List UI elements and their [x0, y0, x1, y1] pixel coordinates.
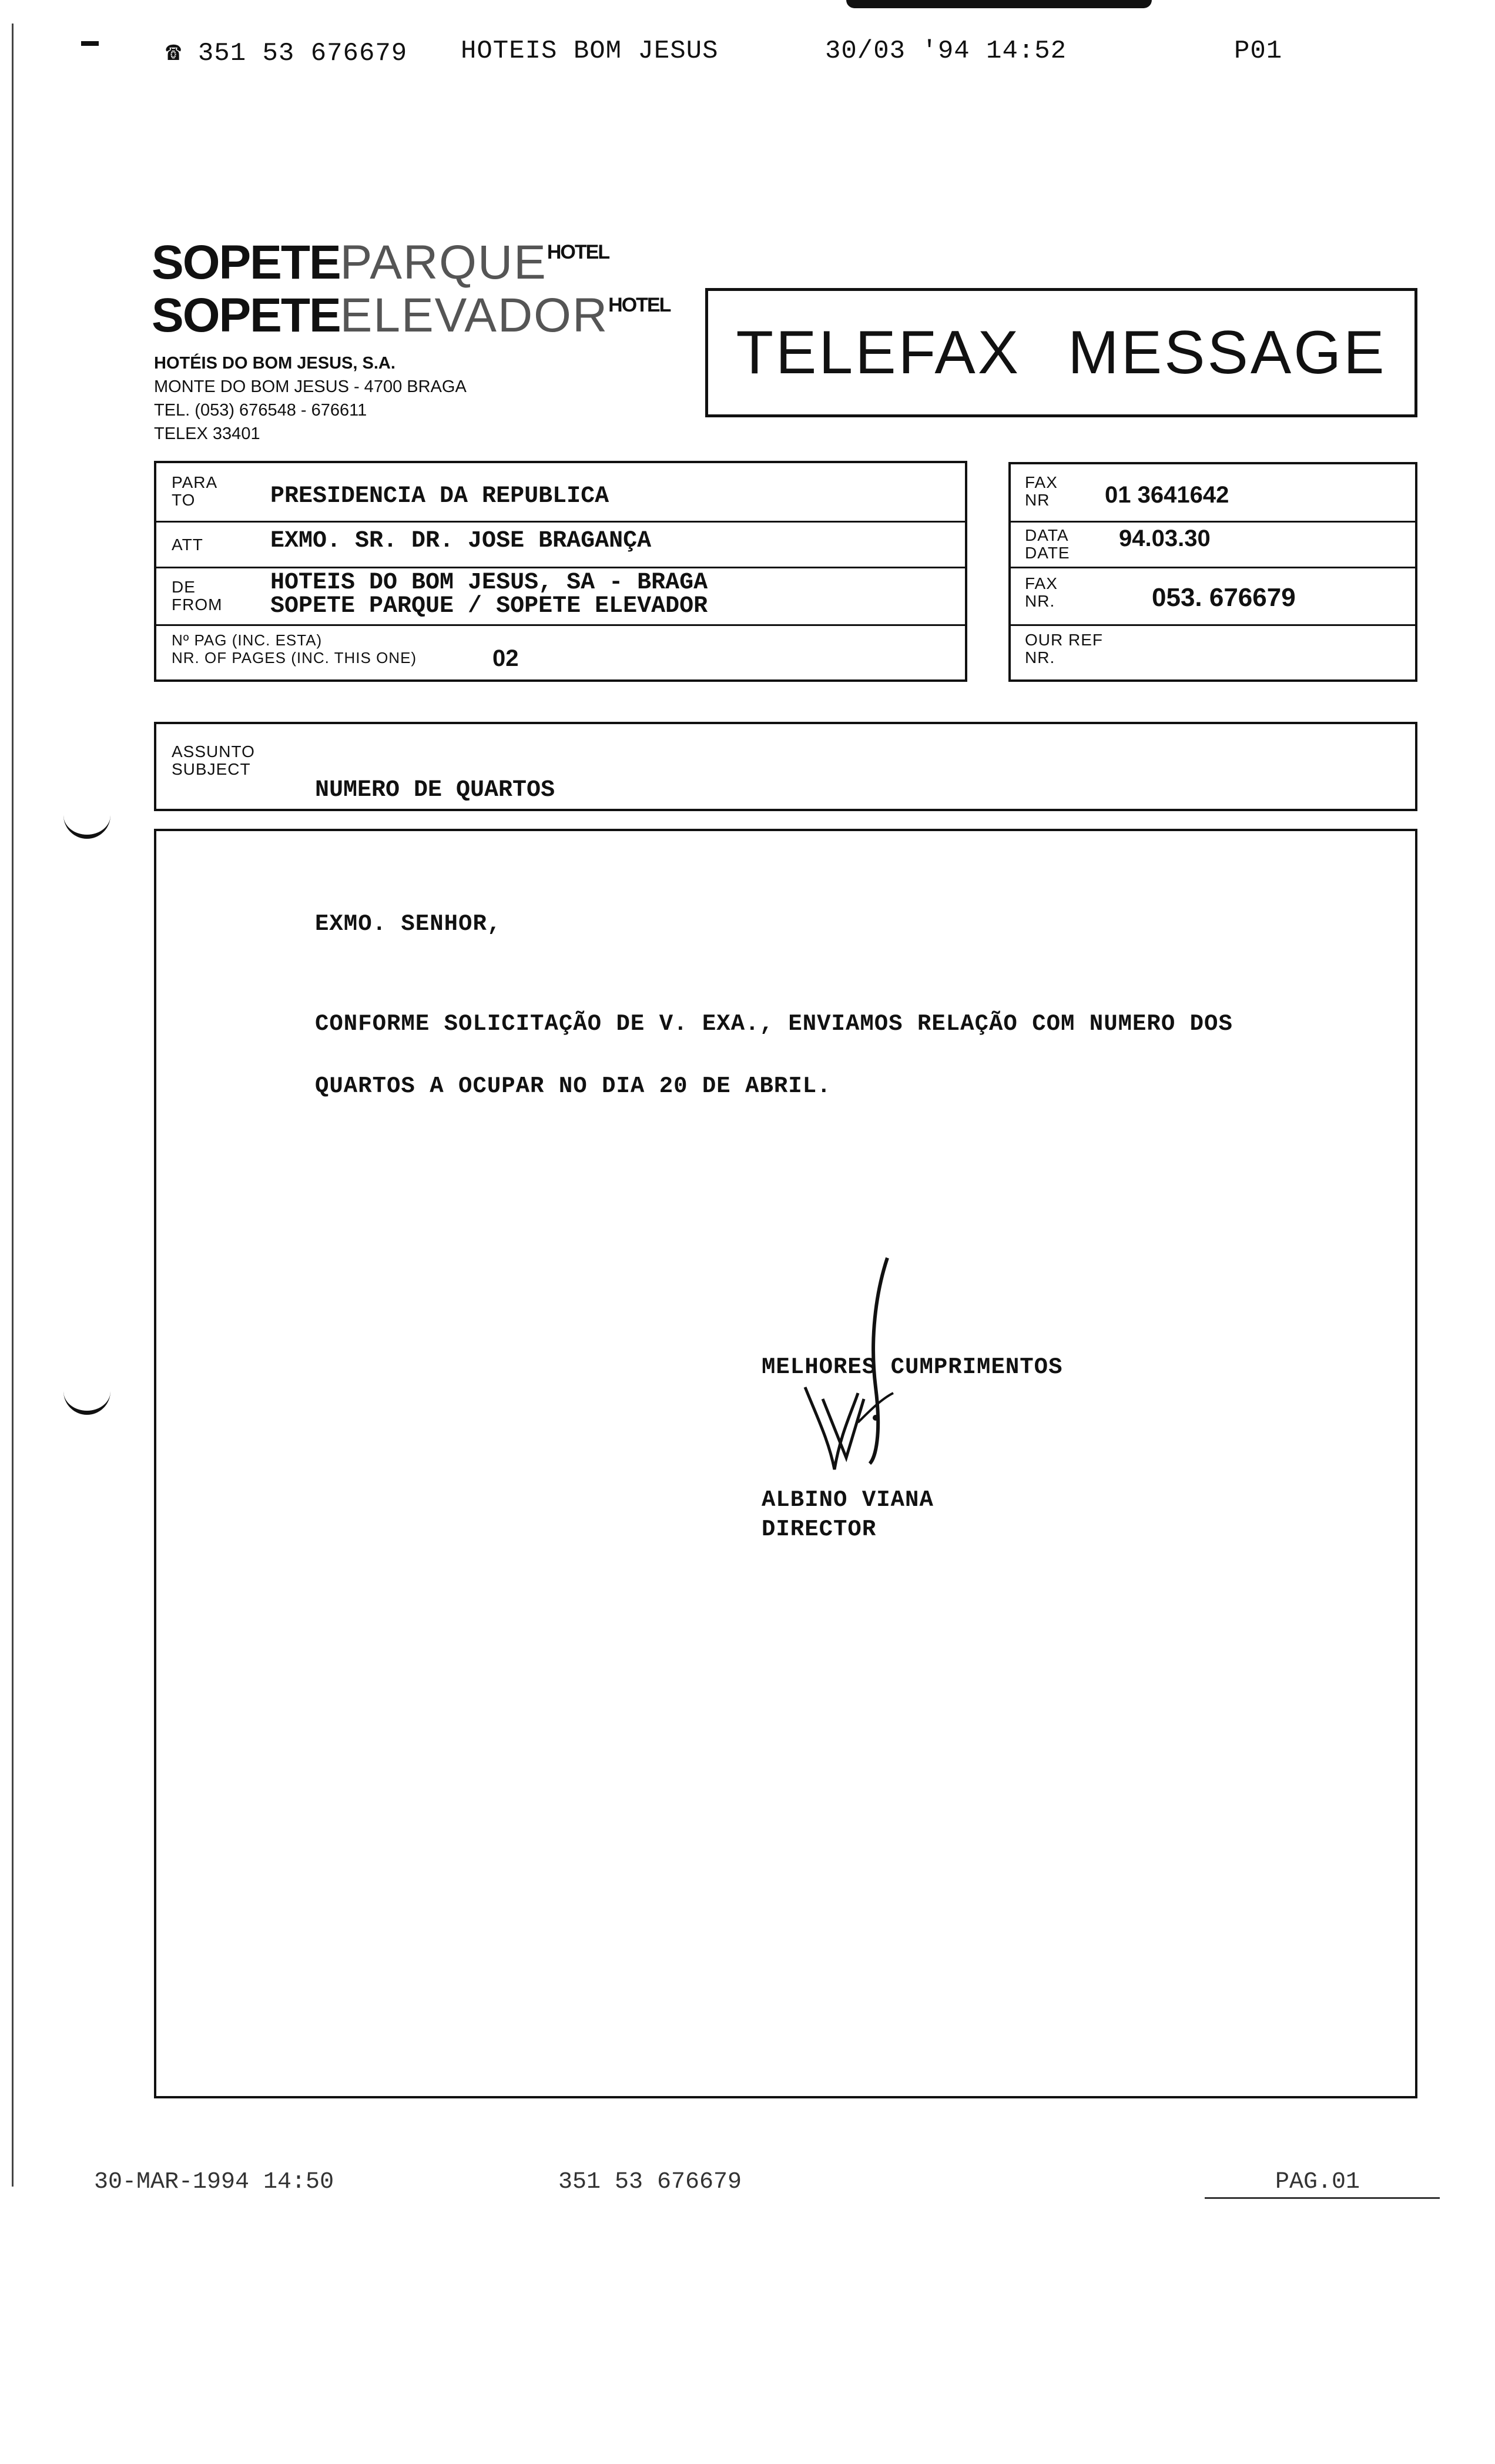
to-value: PRESIDENCIA DA REPUBLICA	[270, 483, 609, 510]
pages-value: 02	[492, 645, 519, 671]
phone-icon: ☎	[166, 39, 182, 68]
fax-header-sender: HOTEIS BOM JESUS	[461, 36, 719, 66]
date-value: 94.03.30	[1119, 525, 1211, 551]
divider	[154, 521, 967, 523]
closing: MELHORES CUMPRIMENTOS	[762, 1354, 1063, 1380]
subject-label: ASSUNTO SUBJECT	[172, 742, 255, 778]
binder-mark	[63, 1375, 110, 1415]
fax-nr-value: 01 3641642	[1105, 482, 1229, 508]
body-line-1: CONFORME SOLICITAÇÃO DE V. EXA., ENVIAMOS RELAÇÃO COM NUMERO DOS	[315, 1011, 1233, 1037]
signer-name: ALBINO VIANA	[762, 1487, 934, 1513]
from-value	[270, 571, 708, 618]
divider	[154, 567, 967, 568]
from-fax-value: 053. 676679	[1152, 583, 1296, 612]
footer-page: PAG.01	[1275, 2169, 1360, 2195]
logo-sopete-parque: $SOPETEPARQUE^{HOTEL}$	[152, 236, 609, 289]
from-value-line-2: SOPETE PARQUE / SOPETE ELEVADOR	[270, 593, 708, 620]
subject-value: NUMERO DE QUARTOS	[315, 777, 555, 804]
body-line-2: QUARTOS A OCUPAR NO DIA 20 DE ABRIL.	[315, 1073, 832, 1099]
from-value-line-1: HOTEIS DO BOM JESUS, SA - BRAGA	[270, 570, 708, 596]
greeting: EXMO. SENHOR,	[315, 911, 502, 937]
fax-nr-label: FAX NR	[1025, 473, 1058, 509]
divider	[1008, 521, 1417, 523]
fax-header-phone: 351 53 676679	[197, 39, 408, 68]
to-label: PARA TO	[172, 473, 218, 509]
signer-title: DIRECTOR	[762, 1516, 877, 1542]
pages-label: Nº PAG (INC. ESTA) NR. OF PAGES (INC. THIS ONE)	[172, 631, 417, 667]
title-word-1: TELEFAX	[736, 318, 1021, 387]
fax-header-phone-group	[166, 36, 407, 68]
signature	[787, 1246, 940, 1481]
from-label: DE FROM	[172, 578, 223, 614]
telefax-title	[705, 288, 1417, 417]
title-word-2: MESSAGE	[1068, 318, 1387, 387]
divider	[1008, 624, 1417, 626]
binder-mark	[63, 799, 110, 839]
footer-date: 30-MAR-1994 14:50	[94, 2169, 334, 2195]
att-label: ATT	[172, 535, 203, 554]
scan-mark	[81, 41, 99, 46]
company-tel: TEL. (053) 676548 - 676611	[154, 401, 367, 420]
company-address: MONTE DO BOM JESUS - 4700 BRAGA	[154, 377, 467, 396]
footer-line	[1205, 2197, 1440, 2199]
date-label: DATA DATE	[1025, 526, 1070, 562]
fax-header-datetime: 30/03 '94 14:52	[825, 36, 1067, 66]
logo-sopete-elevador: $SOPETEELEVADOR^{HOTEL}$	[152, 289, 671, 342]
footer-phone: 351 53 676679	[558, 2169, 742, 2195]
company-telex: TELEX 33401	[154, 424, 260, 443]
company-name: HOTÉIS DO BOM JESUS, S.A.	[154, 354, 395, 373]
scan-smudge	[846, 0, 1152, 8]
page-edge	[12, 24, 14, 2187]
att-value: EXMO. SR. DR. JOSE BRAGANÇA	[270, 528, 652, 554]
divider	[1008, 567, 1417, 568]
divider	[154, 624, 967, 626]
fax-header-page: P01	[1234, 36, 1283, 66]
our-ref-label: OUR REF NR.	[1025, 631, 1103, 667]
from-fax-label: FAX NR.	[1025, 574, 1058, 610]
letterhead-address	[154, 351, 467, 446]
